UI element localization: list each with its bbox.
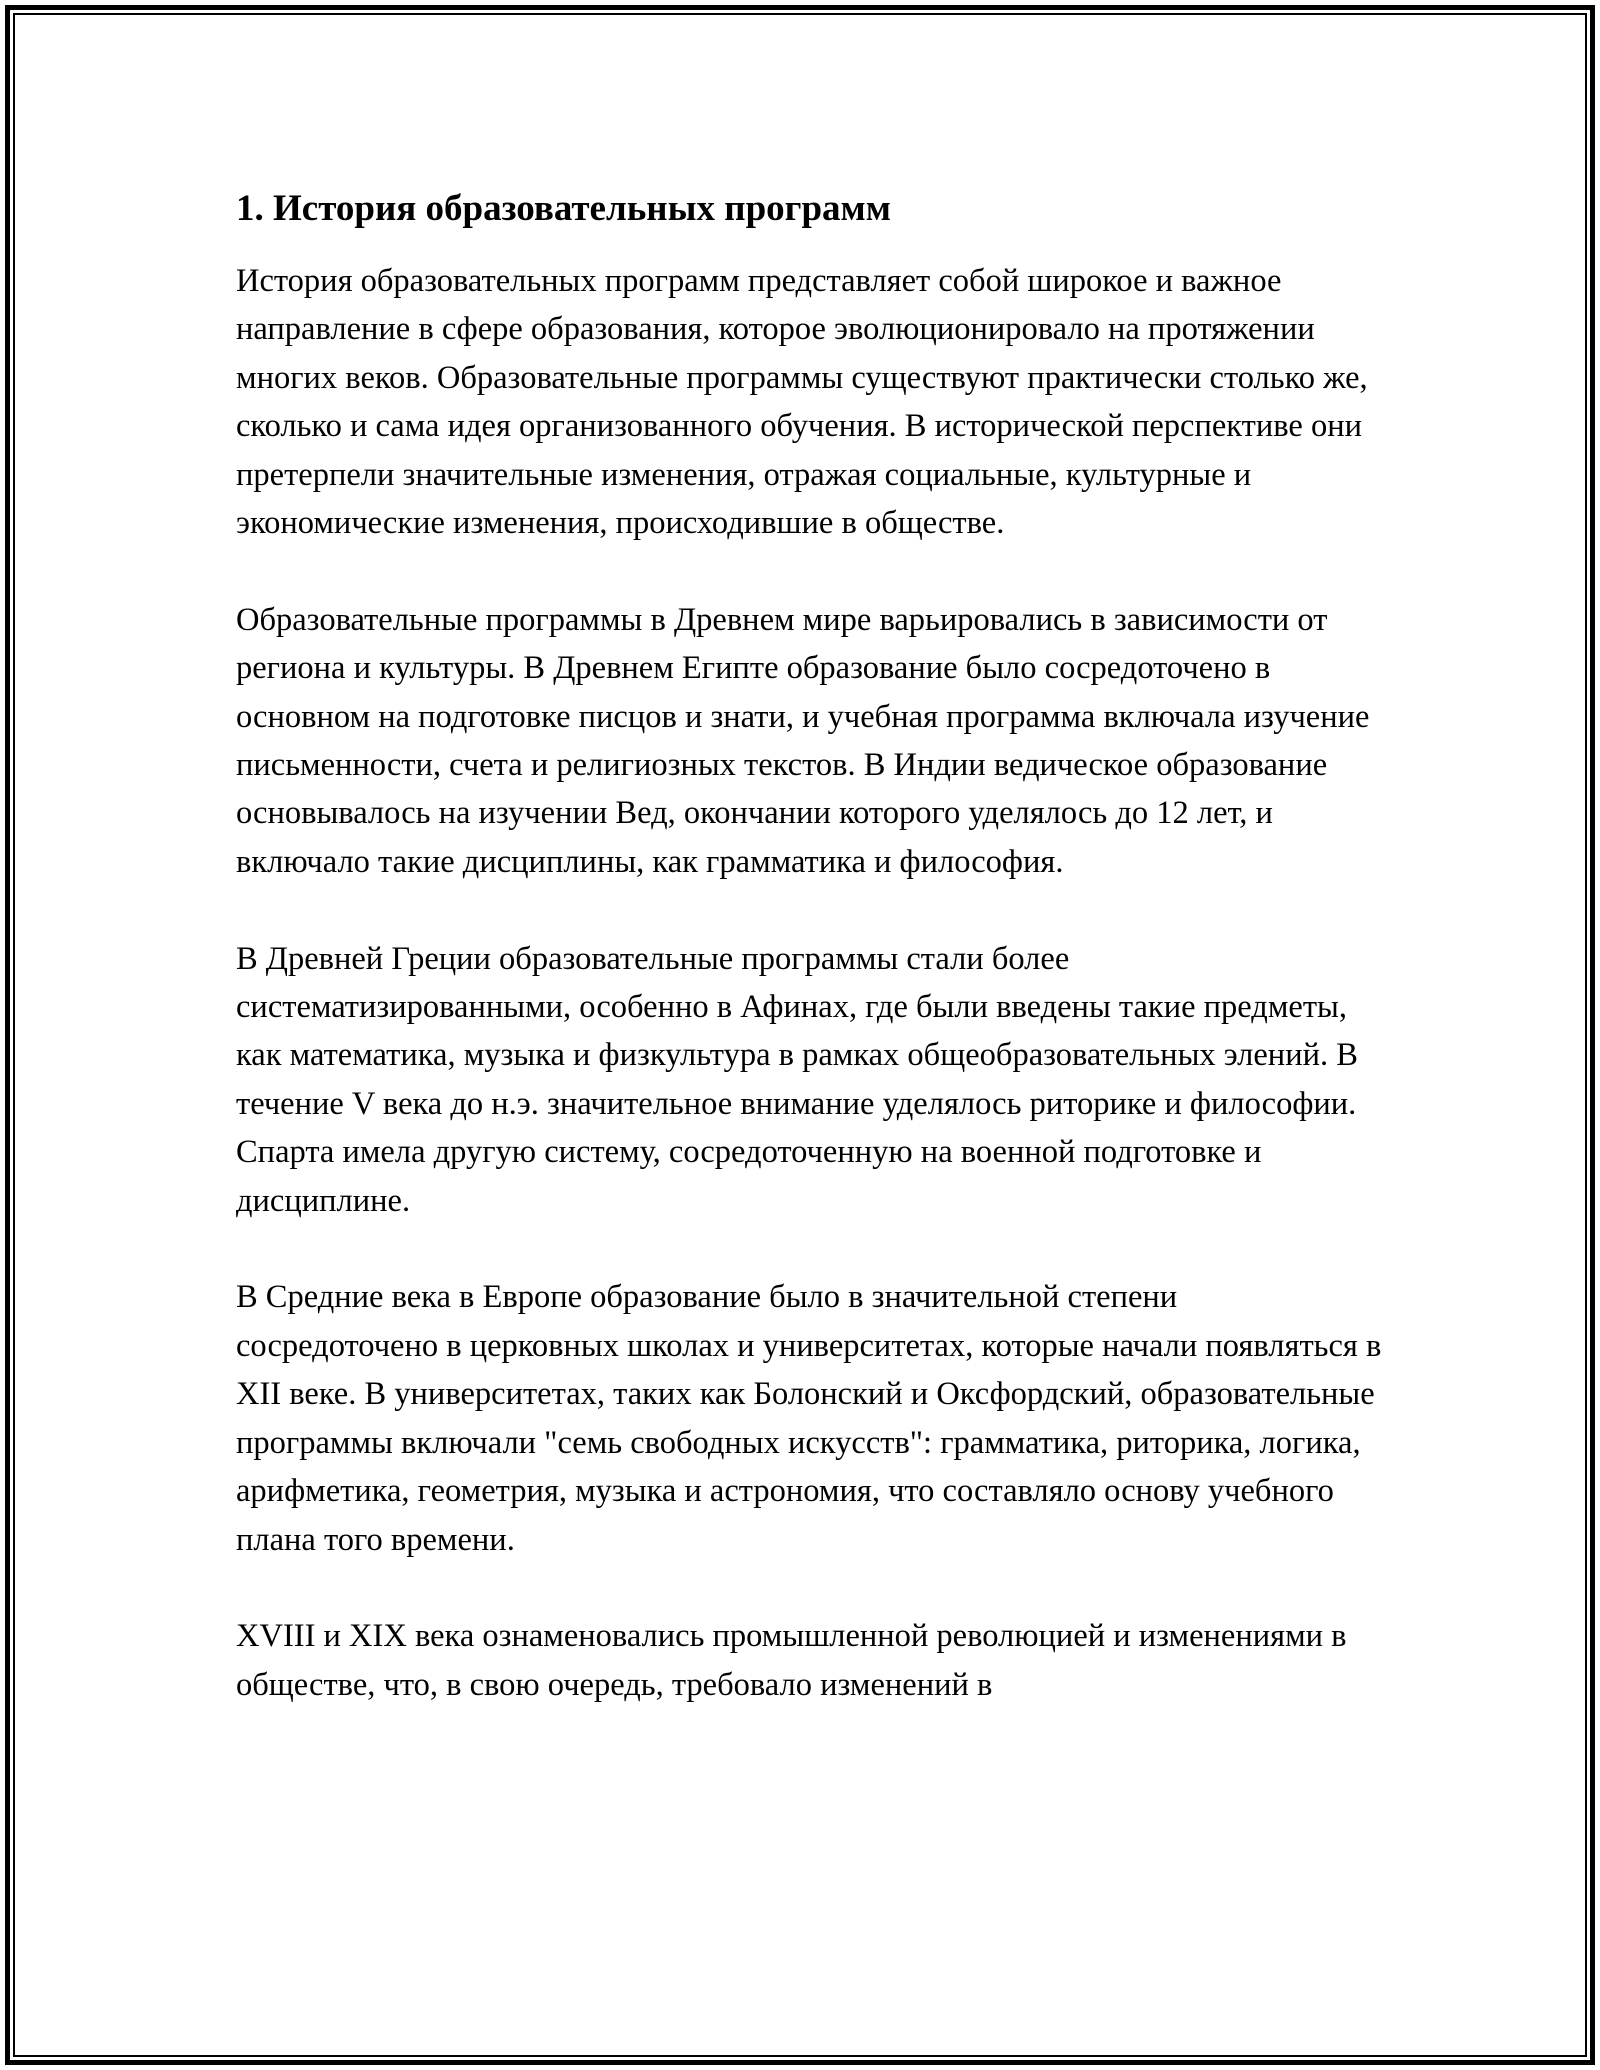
section-heading: 1. История образовательных программ (236, 188, 891, 229)
paragraph-intro: История образовательных программ представляет собой широкое и важное направление в сфере образования, которое эволюционировало на протяжении многих веков. Образовательные программы существуют практически столько же, сколько и сама идея организованного обучения. В исторической перспективе они претерпели значительные изменения, отражая социальные, культурные и экономические изменения, происходившие в обществе. (236, 263, 1368, 542)
paragraph-ancient-greece: В Древней Греции образовательные программы стали более систематизированными, особенно в Афинах, где были введены такие предметы, как математика, музыка и физкультура в рамках общеобразовательных элений. В течение V века до н.э. значительное внимание уделялось риторике и философии. Спарта имела другую систему, сосредоточенную на военной подготовке и дисциплине. (236, 940, 1358, 1219)
paragraph-18-19-centuries: XVIII и XIX века ознаменовались промышленной революцией и изменениями в обществе, что, в свою очередь, требовало изменений в (236, 1618, 1347, 1703)
document-body (236, 185, 1386, 1758)
paragraph-ancient-world: Образовательные программы в Древнем мире варьировались в зависимости от региона и культуры. В Древнем Египте образование было сосредоточено в основном на подготовке писцов и знати, и учебная программа включала изучение письменности, счета и религиозных текстов. В Индии ведическое образование основывалось на изучении Вед, окончании которого уделялось до 12 лет, и включало такие дисциплины, как грамматика и философия. (236, 601, 1370, 880)
paragraph-middle-ages: В Средние века в Европе образование было в значительной степени сосредоточено в церковных школах и университетах, которые начали появляться в XII веке. В университетах, таких как Болонский и Оксфордский, образовательные программы включали "семь свободных искусств": грамматика, риторика, логика, арифметика, геометрия, музыка и астрономия, что составляло основу учебного плана того времени. (236, 1279, 1382, 1558)
